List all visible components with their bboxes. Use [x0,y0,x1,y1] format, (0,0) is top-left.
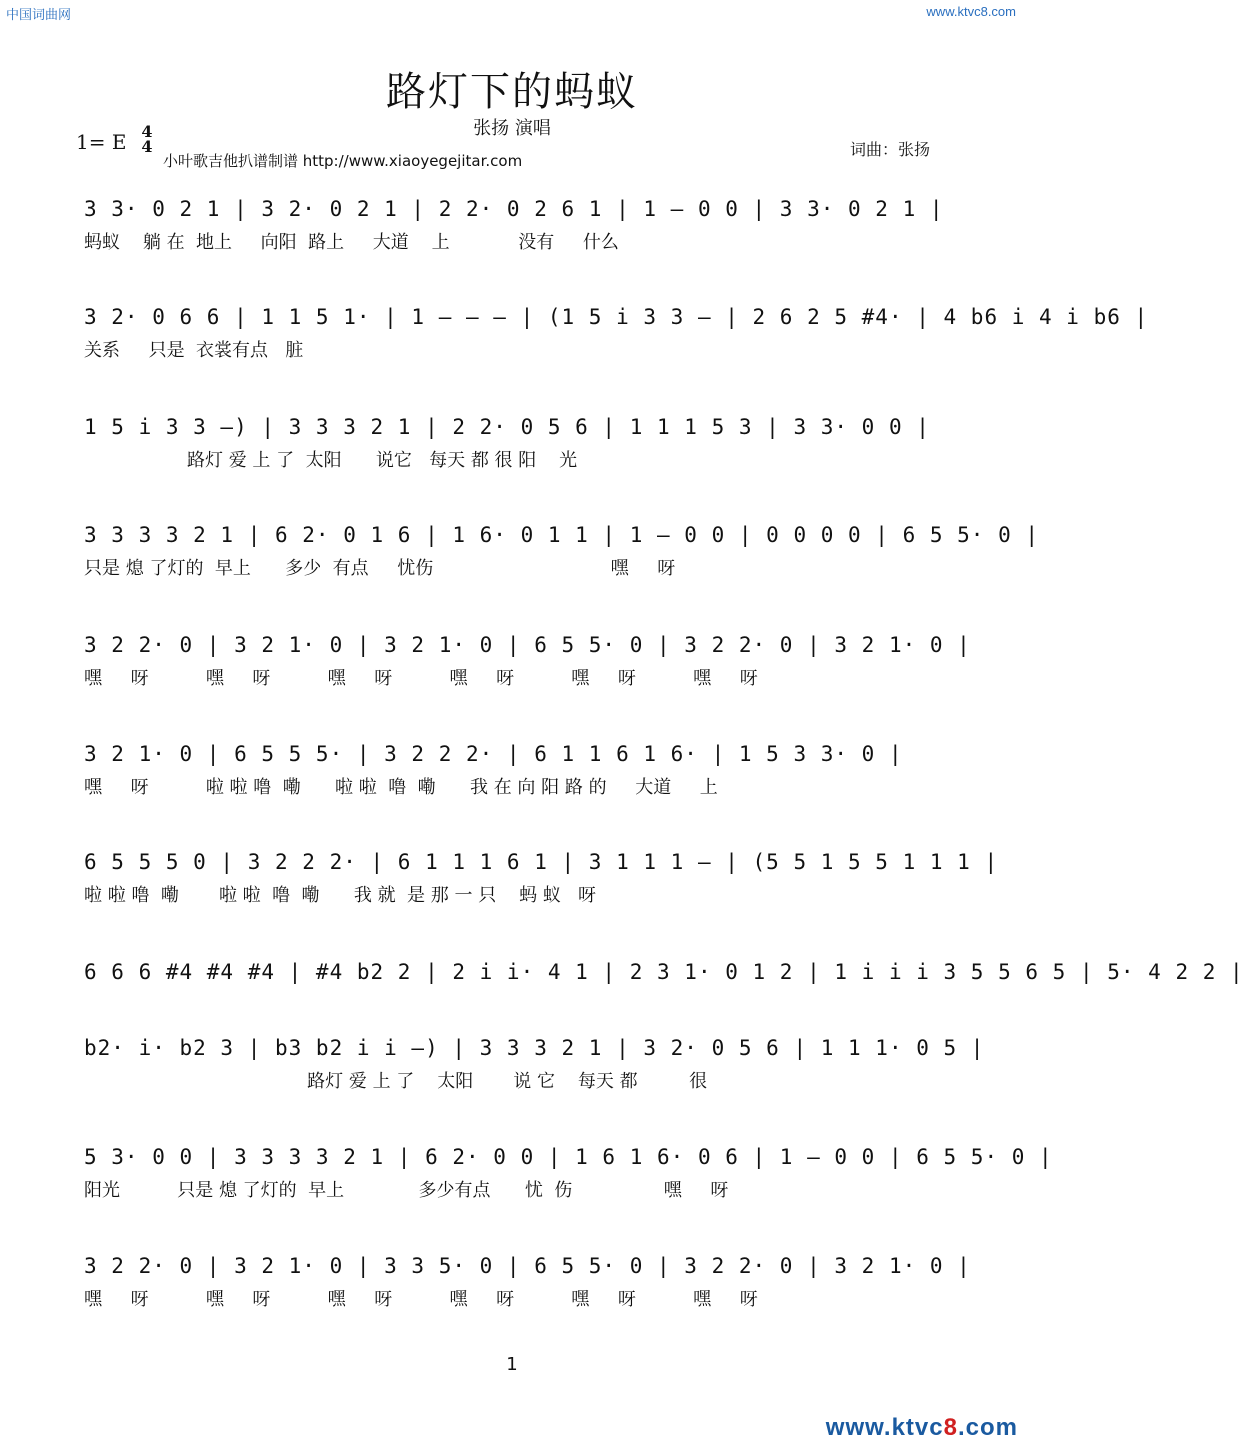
time-bottom: 4 [141,137,153,156]
time-signature [138,124,156,154]
song-title: 路灯下的蚂蚁 [386,69,638,115]
lyrics-row: 蚂蚁 躺 在 地上 向阳 路上 大道 上 没有 什么 [84,232,619,253]
notes-row: 3 2· 0 6 6 | 1 1 5 1· | 1 – – – | (1 5 i 3 3 – | 2 6 2 5 #4· | 4 b6 i 4 i b6 | [84,305,1149,329]
transcriber-credit: 小叶歌吉他扒谱制谱 http://www.xiaoyegejitar.com [163,152,523,170]
footer-logo-end: .com [957,1414,1018,1441]
notes-row: 6 5 5 5 0 | 3 2 2 2· | 6 1 1 1 6 1 | 3 1 1 1 – | (5 5 1 5 5 1 1 1 | [84,850,999,874]
notes-row: 3 3 3 3 2 1 | 6 2· 0 1 6 | 1 6· 0 1 1 | 1 – 0 0 | 0 0 0 0 | 6 5 5· 0 | [84,523,1040,547]
time-top: 4 [141,122,153,141]
footer-logo-accent: 8 [943,1414,958,1441]
notes-row: 5 3· 0 0 | 3 3 3 3 2 1 | 6 2· 0 0 | 1 6 1 6· 0 6 | 1 – 0 0 | 6 5 5· 0 | [84,1145,1053,1169]
notes-row: 1 5 i 3 3 –) | 3 3 3 2 1 | 2 2· 0 5 6 | 1 1 1 5 3 | 3 3· 0 0 | [84,415,930,439]
lyrics-row: 路灯 爱 上 了 太阳 说 它 每天 都 很 [84,1071,708,1092]
lyrics-row: 嘿 呀 啦 啦 噜 嘞 啦 啦 噜 嘞 我 在 向 阳 路 的 大道 上 [84,777,718,798]
lyrics-row: 只是 熄 了灯的 早上 多少 有点 忧伤 嘿 呀 [84,558,676,579]
footer-logo[interactable] [826,1414,1018,1442]
notes-row: 3 2 2· 0 | 3 2 1· 0 | 3 3 5· 0 | 6 5 5· 0 | 3 2 2· 0 | 3 2 1· 0 | [84,1254,971,1278]
lyrics-row: 关系 只是 衣裳有点 脏 [84,340,304,361]
key-signature: 1= E [76,130,127,154]
notes-row: b2· i· b2 3 | b3 b2 i i –) | 3 3 3 2 1 | 3 2· 0 5 6 | 1 1 1· 0 5 | [84,1036,985,1060]
watermark-left[interactable]: 中国词曲网 [6,7,72,22]
lyrics-row: 啦 啦 噜 嘞 啦 啦 噜 嘞 我 就 是 那 一 只 蚂 蚁 呀 [84,885,596,906]
notes-row: 6 6 6 #4 #4 #4 | #4 b2 2 | 2 i i· 4 1 | 2 3 1· 0 1 2 | 1 i i i 3 5 5 6 5 | 5· 4 2 2 | [84,960,1244,984]
singer-credit: 张扬 演唱 [473,118,551,139]
page-number: 1 [506,1354,518,1375]
lyrics-row: 嘿 呀 嘿 呀 嘿 呀 嘿 呀 嘿 呀 嘿 呀 [84,1289,758,1310]
lyrics-row: 嘿 呀 嘿 呀 嘿 呀 嘿 呀 嘿 呀 嘿 呀 [84,668,758,689]
lyrics-row: 路灯 爱 上 了 太阳 说它 每天 都 很 阳 光 [84,450,578,471]
lyrics-row: 阳光 只是 熄 了灯的 早上 多少有点 忧 伤 嘿 呀 [84,1180,729,1201]
notes-row: 3 2 1· 0 | 6 5 5 5· | 3 2 2 2· | 6 1 1 6 1 6· | 1 5 3 3· 0 | [84,742,903,766]
notes-row: 3 2 2· 0 | 3 2 1· 0 | 3 2 1· 0 | 6 5 5· 0 | 3 2 2· 0 | 3 2 1· 0 | [84,633,971,657]
notes-row: 3 3· 0 2 1 | 3 2· 0 2 1 | 2 2· 0 2 6 1 | 1 – 0 0 | 3 3· 0 2 1 | [84,197,944,221]
footer-logo-main: www.ktvc [825,1414,944,1441]
watermark-right[interactable]: www.ktvc8.com [926,4,1016,19]
composer-credit: 词曲：张扬 [850,140,931,159]
